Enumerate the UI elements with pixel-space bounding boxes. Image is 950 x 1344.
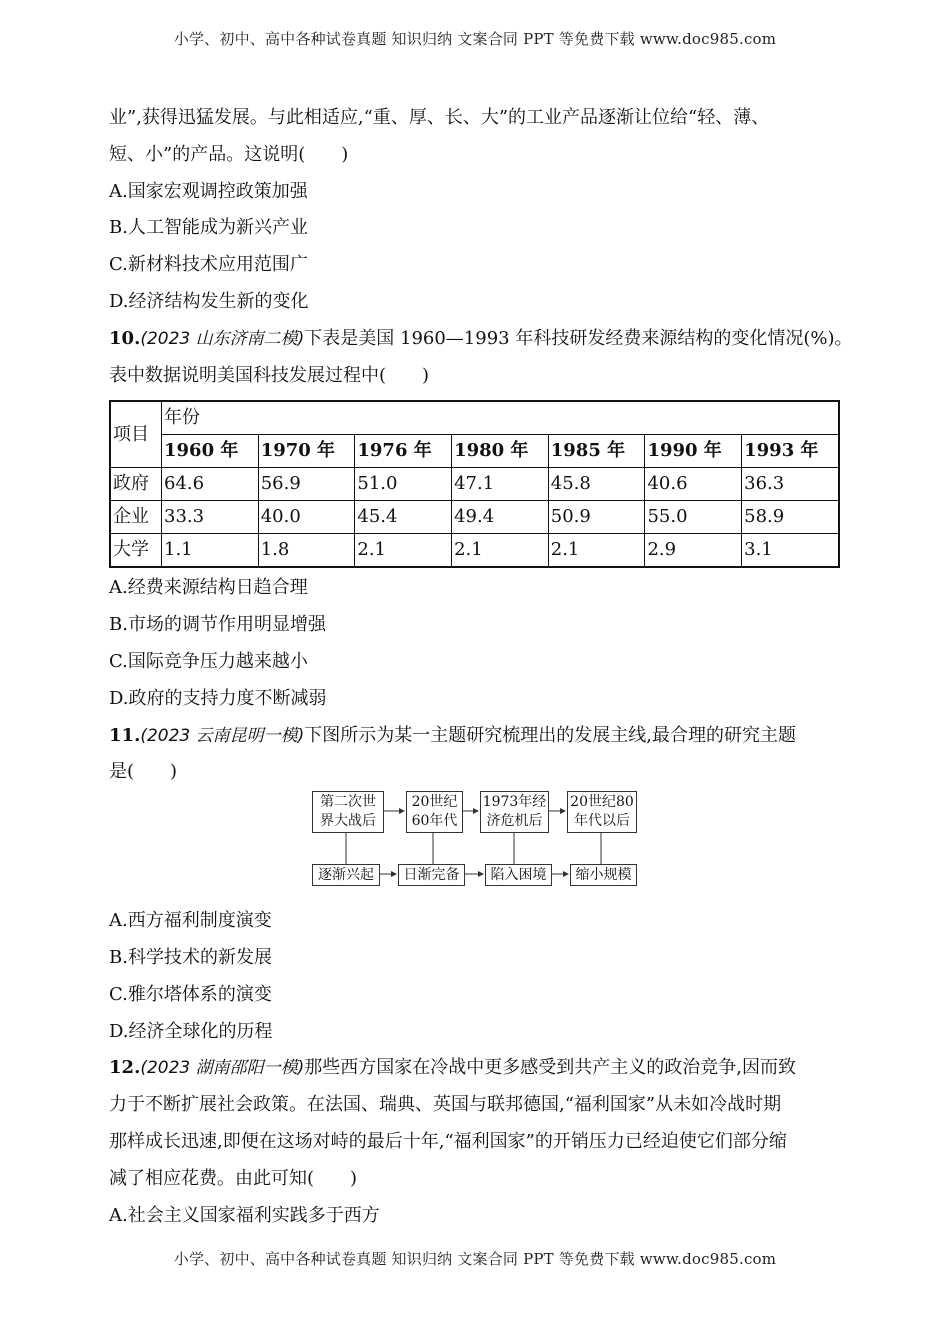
year-header: 1976 年 [355,435,452,468]
table-cell: 36.3 [742,468,839,501]
stage-box: 陷入困境 [485,864,552,886]
year-header: 1990 年 [645,435,742,468]
table-cell: 56.9 [258,468,355,501]
q10-source: (2023 山东济南二模) [140,328,305,349]
q9-option-d: D.经济结构发生新的变化 [109,290,309,312]
period-box: 20世纪80 年代以后 [567,791,637,833]
row-label: 政府 [110,468,162,501]
q12-option-a: A.社会主义国家福利实践多于西方 [109,1204,380,1226]
q12-stem-line-4: 减了相应花费。由此可知( ) [109,1167,358,1189]
question-10 [109,321,859,718]
table-cell: 40.0 [258,501,355,534]
table-cell: 40.6 [645,468,742,501]
q11-stem-text: 下图所示为某一主题研究梳理出的发展主线,最合理的研究主题 [304,724,797,746]
q11-stem-line-1: 11.(2023 云南昆明一模)下图所示为某一主题研究梳理出的发展主线,最合理的研究主题 [109,724,797,746]
q10-stem-line-2: 表中数据说明美国科技发展过程中( ) [109,364,430,386]
table-cell: 45.4 [355,501,452,534]
q11-option-b: B.科学技术的新发展 [109,946,272,968]
q12-stem-line-1: 12.(2023 湖南邵阳一模)那些西方国家在冷战中更多感受到共产主义的政治竞争,因而致 [109,1057,797,1079]
row-label: 大学 [110,534,162,568]
q10-option-a: A.经费来源结构日趋合理 [109,577,308,599]
table-cell: 64.6 [162,468,259,501]
table-cell: 2.1 [452,534,549,568]
table-row [110,468,839,501]
table-cell: 2.9 [645,534,742,568]
q12-source: (2023 湖南邵阳一模) [140,1058,305,1079]
table-cell: 55.0 [645,501,742,534]
table-cell: 47.1 [452,468,549,501]
row-label: 企业 [110,501,162,534]
q9-option-a: A.国家宏观调控政策加强 [109,180,308,202]
period-box: 20世纪 60年代 [406,791,463,833]
stage-box: 缩小规模 [570,864,637,886]
year-header: 1993 年 [742,435,839,468]
q9-stem-line-1: 业”,获得迅猛发展。与此相适应,“重、厚、长、大”的工业产品逐渐让位给“轻、薄、 [109,107,770,128]
q11-option-a: A.西方福利制度演变 [109,910,272,932]
q11-number: 11 [109,724,135,746]
q9-option-c: C.新材料技术应用范围广 [109,254,308,276]
q12-number: 12 [109,1057,135,1079]
q10-number: 10 [109,327,135,349]
q9-option-b: B.人工智能成为新兴产业 [109,217,308,239]
table-cell: 2.1 [355,534,452,568]
table-cell: 1.1 [162,534,259,568]
q9-stem-line-2: 短、小”的产品。这说明( ) [109,143,349,165]
period-box: 第二次世 界大战后 [312,791,384,833]
q10-stem-text: 下表是美国 1960—1993 年科技研发经费来源结构的变化情况(%)。 [304,327,853,349]
q10-option-b: B.市场的调节作用明显增强 [109,614,326,636]
table-corner-header: 项目 [110,401,162,468]
table-group-header: 年份 [162,401,840,435]
page-content [109,100,859,1234]
table-cell: 33.3 [162,501,259,534]
table-cell: 58.9 [742,501,839,534]
q11-option-c: C.雅尔塔体系的演变 [109,983,272,1005]
q11-stem-line-2: 是( ) [109,761,178,783]
table-row [110,501,839,534]
table-cell: 1.8 [258,534,355,568]
question-12 [109,1050,859,1234]
q10-stem-line-1: 10.(2023 山东济南二模)下表是美国 1960—1993 年科技研发经费来源结构的变化情况(%)。 [109,327,853,349]
q11-source: (2023 云南昆明一模) [140,725,305,746]
table-cell: 51.0 [355,468,452,501]
year-header: 1985 年 [548,435,645,468]
table-cell: 3.1 [742,534,839,568]
table-year-row [110,435,839,468]
table-row [110,534,839,568]
table-cell: 50.9 [548,501,645,534]
q12-stem-line-2: 力于不断扩展社会政策。在法国、瑞典、英国与联邦德国,“福利国家”从未如冷战时期 [109,1094,782,1116]
question-9 [109,100,859,321]
q11-option-d: D.经济全球化的历程 [109,1020,273,1042]
table-cell: 49.4 [452,501,549,534]
stage-box: 日渐完备 [398,864,465,886]
page-header: 小学、初中、高中各种试卷真题 知识归纳 文案合同 PPT 等免费下载 www.doc985.com [173,30,777,48]
q10-option-d: D.政府的支持力度不断减弱 [109,687,327,709]
table-cell: 2.1 [548,534,645,568]
table-cell: 45.8 [548,468,645,501]
q12-stem-line-3: 那样成长迅速,即便在这场对峙的最后十年,“福利国家”的开销压力已经迫使它们部分缩 [109,1130,787,1152]
year-header: 1970 年 [258,435,355,468]
funding-table [109,400,840,568]
q10-option-c: C.国际竞争压力越来越小 [109,650,308,672]
page-footer: 小学、初中、高中各种试卷真题 知识归纳 文案合同 PPT 等免费下载 www.doc985.com [173,1250,777,1268]
development-flow-diagram [109,791,859,903]
q12-stem-text: 那些西方国家在冷战中更多感受到共产主义的政治竞争,因而致 [304,1057,797,1079]
question-11 [109,718,859,1051]
stage-box: 逐渐兴起 [312,864,380,886]
year-header: 1980 年 [452,435,549,468]
year-header: 1960 年 [162,435,259,468]
period-box: 1973年经 济危机后 [480,791,549,833]
